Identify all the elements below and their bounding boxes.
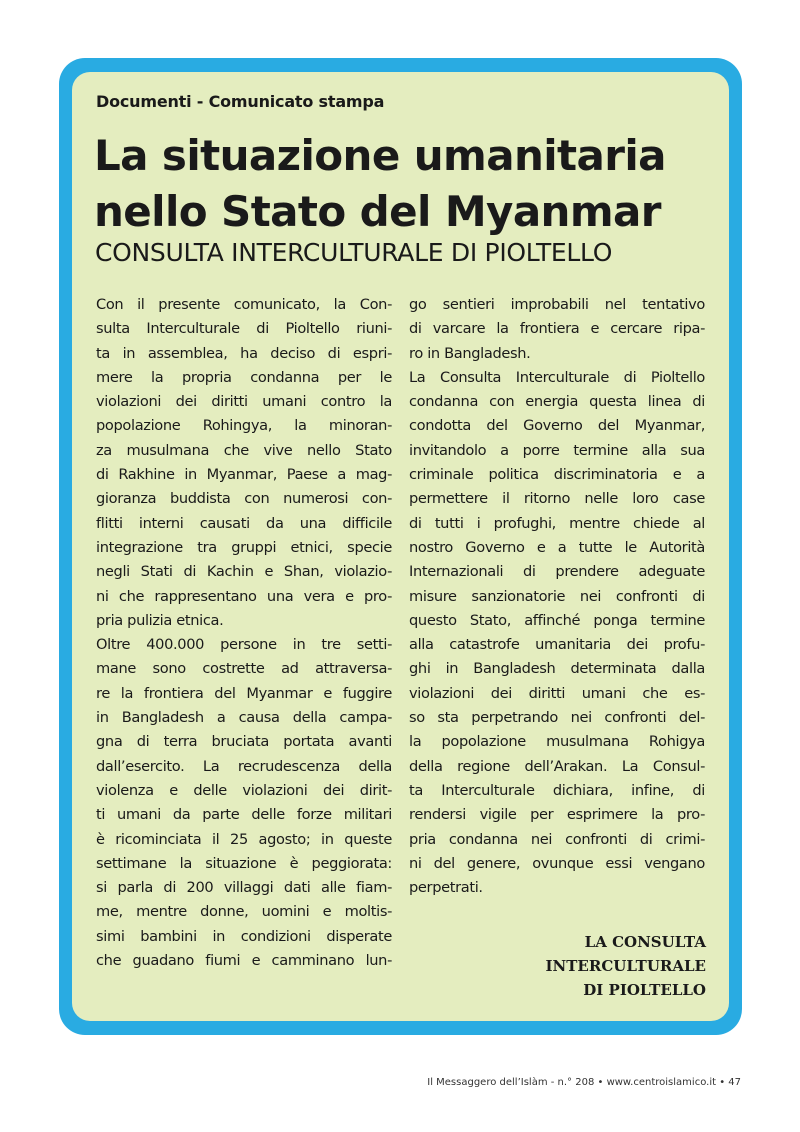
body-text-line: La Consulta Interculturale di Pioltello — [409, 368, 705, 386]
title-line: La situazione umanitaria — [94, 131, 666, 180]
body-text-line: re la frontiera del Myanmar e fuggire — [96, 684, 392, 702]
signature — [409, 930, 706, 1002]
body-text-line: gioranza buddista con numerosi con- — [96, 490, 392, 508]
body-text-line: dall’esercito. La recrudescenza della — [96, 757, 392, 775]
body-text-line: di Rakhine in Myanmar, Paese a mag- — [96, 466, 392, 484]
body-text-line: go sentieri improbabili nel tentativo — [409, 296, 705, 313]
body-text-line: misure sanzionatorie nei confronti di — [409, 587, 705, 605]
body-text-line: condanna con energia questa linea di — [409, 393, 705, 411]
body-text-line: mane sono costrette ad attraversa- — [96, 660, 392, 678]
body-text-line: pria pulizia etnica. — [96, 611, 224, 629]
body-text-line: pria condanna nei confronti di crimi- — [409, 830, 705, 848]
body-text-line: si parla di 200 villaggi dati alle fiam- — [96, 879, 392, 897]
body-text-line: ta Interculturale dichiara, infine, di — [409, 781, 705, 799]
body-text-line: mere la propria condanna per le — [96, 368, 392, 386]
body-text-line: della regione dell’Arakan. La Consul- — [409, 757, 705, 775]
body-text-line: gna di terra bruciata portata avanti — [96, 733, 392, 751]
title-line: nello Stato del Myanmar — [94, 187, 661, 236]
body-text-line: ghi in Bangladesh determinata dalla — [409, 660, 705, 678]
section-kicker: Documenti - Comunicato stampa — [96, 92, 385, 111]
body-text-line: è ricominciata il 25 agosto; in queste — [96, 830, 392, 848]
body-text-line: settimane la situazione è peggiorata: — [96, 854, 392, 872]
body-text-line: che guadano fiumi e camminano lun- — [96, 952, 392, 970]
body-text-line: so sta perpetrando nei confronti del- — [409, 709, 705, 727]
body-text-line: in Bangladesh a causa della campa- — [96, 709, 392, 727]
body-text-line: violenza e delle violazioni dei dirit- — [96, 781, 392, 799]
body-text-line: la popolazione musulmana Rohigya — [409, 733, 705, 751]
body-text-line: integrazione tra gruppi etnici, specie — [96, 538, 392, 556]
body-text-line: sulta Interculturale di Pioltello riuni- — [96, 320, 392, 338]
article-title — [94, 128, 666, 240]
body-text-line: perpetrati. — [409, 879, 483, 897]
body-column-right — [409, 293, 705, 900]
body-text-line: ti umani da parte delle forze militari — [96, 806, 392, 824]
body-text-line: invitandolo a porre termine alla sua — [409, 441, 705, 459]
body-text-line: za musulmana che vive nello Stato — [96, 441, 392, 459]
body-text-line: di varcare la frontiera e cercare ripa- — [409, 320, 705, 338]
signature-line: INTERCULTURALE — [545, 957, 706, 975]
body-text-line: alla catastrofe umanitaria dei profu- — [409, 636, 705, 654]
body-text-line: di tutti i profughi, mentre chiede al — [409, 514, 705, 532]
article-subtitle: CONSULTA INTERCULTURALE DI PIOLTELLO — [95, 238, 613, 267]
body-text-line: ta in assemblea, ha deciso di espri- — [96, 344, 392, 362]
signature-line: DI PIOLTELLO — [583, 981, 706, 999]
body-text-line: negli Stati di Kachin e Shan, violazio- — [96, 563, 392, 581]
body-text-line: criminale politica discriminatoria e a — [409, 466, 705, 484]
body-text-line: Oltre 400.000 persone in tre setti- — [96, 636, 392, 654]
body-text-line: ni del genere, ovunque essi vengano — [409, 854, 705, 872]
signature-line: LA CONSULTA — [584, 933, 706, 951]
body-text-line: me, mentre donne, uomini e moltis- — [96, 903, 392, 921]
body-text-line: questo Stato, affinché ponga termine — [409, 611, 705, 629]
body-text-line: popolazione Rohingya, la minoran- — [96, 417, 392, 435]
body-text-line: simi bambini in condizioni disperate — [96, 927, 392, 945]
body-text-line: violazioni dei diritti umani contro la — [96, 393, 392, 411]
body-text-line: Con il presente comunicato, la Con- — [96, 296, 392, 313]
body-text-line: ni che rappresentano una vera e pro- — [96, 587, 392, 605]
body-text-line: rendersi vigile per esprimere la pro- — [409, 806, 705, 824]
body-text-line: Internazionali di prendere adeguate — [409, 563, 705, 581]
body-text-line: ro in Bangladesh. — [409, 344, 531, 362]
body-text-line: nostro Governo e a tutte le Autorità — [409, 538, 705, 556]
body-text-line: condotta del Governo del Myanmar, — [409, 417, 705, 435]
body-column-left — [96, 293, 392, 973]
body-text-line: violazioni dei diritti umani che es- — [409, 684, 705, 702]
page-footer: Il Messaggero dell’Islàm - n.° 208 • www.centroislamico.it • 47 — [427, 1077, 741, 1088]
body-text-line: permettere il ritorno nelle loro case — [409, 490, 705, 508]
body-text-line: flitti interni causati da una difficile — [96, 514, 392, 532]
